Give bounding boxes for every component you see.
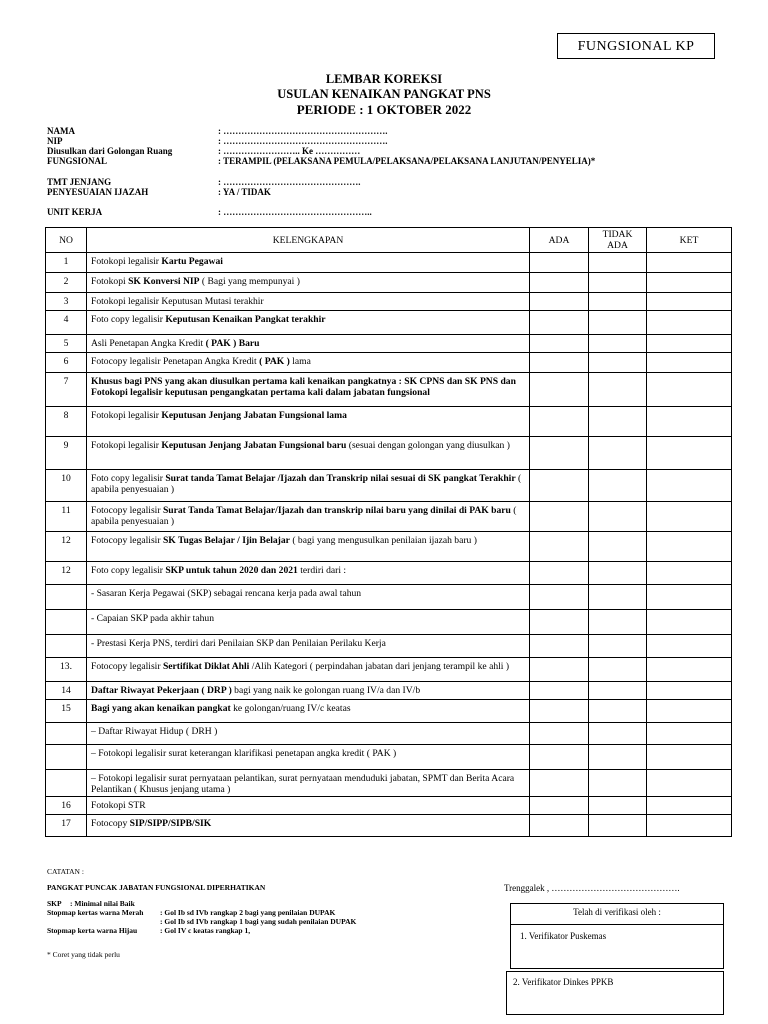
col-header-no: NO [46, 228, 87, 253]
table-row [46, 273, 732, 293]
ket-cell[interactable] [647, 470, 732, 502]
row-number: 1 [46, 253, 87, 273]
ada-cell[interactable] [530, 815, 589, 837]
info-label-penyesuaian-ijazah: PENYESUAIAN IJAZAH [47, 187, 149, 197]
requirement-text: Fotocopy legalisir Surat Tanda Tamat Belajar/Ijazah dan transkrip nilai baru yang dinilai di PAK baru ( apabila penyesuaian ) [87, 502, 530, 532]
ket-cell[interactable] [647, 353, 732, 373]
ada-cell[interactable] [530, 562, 589, 585]
row-number: 5 [46, 335, 87, 353]
info-label-nama: NAMA [47, 126, 75, 136]
ket-cell[interactable] [647, 253, 732, 273]
requirement-text: Fotokopi STR [87, 797, 530, 815]
tidak-ada-cell[interactable] [589, 470, 647, 502]
tidak-ada-cell[interactable] [589, 532, 647, 562]
tidak-ada-cell[interactable] [589, 723, 647, 745]
row-number [46, 723, 87, 745]
notes-stopmap-hijau-label: Stopmap kerta warna Hijau [47, 926, 138, 935]
ket-cell[interactable] [647, 273, 732, 293]
tidak-ada-cell[interactable] [589, 635, 647, 658]
tidak-ada-cell[interactable] [589, 745, 647, 770]
info-value-fungsional[interactable]: : TERAMPIL (PELAKSANA PEMULA/PELAKSANA/PELAKSANA LANJUTAN/PENYELIA)* [218, 156, 596, 166]
ada-cell[interactable] [530, 723, 589, 745]
requirement-text: Fotocopy legalisir Sertifikat Diklat Ahli /Alih Kategori ( perpindahan jabatan dari jenjang terampil ke ahli ) [87, 658, 530, 682]
tidak-ada-cell[interactable] [589, 273, 647, 293]
ada-cell[interactable] [530, 658, 589, 682]
row-number: 6 [46, 353, 87, 373]
notes-stopmap-merah-label: Stopmap kertas warna Merah [47, 908, 144, 917]
requirement-text: Foto copy legalisir Keputusan Kenaikan Pangkat terakhir [87, 311, 530, 335]
row-number: 7 [46, 373, 87, 407]
ket-cell[interactable] [647, 815, 732, 837]
requirement-text: – Fotokopi legalisir surat pernyataan pelantikan, surat pernyataan menduduki jabatan, SPMT dan Berita Acara Pelantikan ( Khusus jenjang utama ) [87, 770, 530, 797]
info-value-nama[interactable]: : ………………………………………………. [218, 126, 388, 136]
ket-cell[interactable] [647, 311, 732, 335]
tidak-ada-cell[interactable] [589, 335, 647, 353]
ket-cell[interactable] [647, 532, 732, 562]
ada-cell[interactable] [530, 610, 589, 635]
requirement-text: Daftar Riwayat Pekerjaan ( DRP ) bagi yang naik ke golongan ruang IV/a dan IV/b [87, 682, 530, 700]
requirement-text: Foto copy legalisir Surat tanda Tamat Belajar /Ijazah dan Transkrip nilai sesuai di SK pangkat Terakhir ( apabila penyesuaian ) [87, 470, 530, 502]
table-row [46, 585, 732, 610]
ket-cell[interactable] [647, 407, 732, 437]
col-header-ket: KET [647, 228, 732, 253]
ket-cell[interactable] [647, 745, 732, 770]
tidak-ada-cell[interactable] [589, 407, 647, 437]
form-period: PERIODE : 1 OKTOBER 2022 [296, 102, 472, 117]
row-number [46, 585, 87, 610]
ada-cell[interactable] [530, 335, 589, 353]
requirement-text: Fotokopi SK Konversi NIP ( Bagi yang mempunyai ) [87, 273, 530, 293]
ada-cell[interactable] [530, 700, 589, 723]
notes-stopmap-merah-1: : Gol Ib sd IVb rangkap 2 bagi yang penilaian DUPAK [160, 908, 336, 917]
row-number [46, 610, 87, 635]
table-row [46, 311, 732, 335]
table-row [46, 797, 732, 815]
ket-cell[interactable] [647, 585, 732, 610]
ket-cell[interactable] [647, 437, 732, 470]
requirement-text: Fotokopi legalisir Keputusan Jenjang Jabatan Fungsional baru (sesuai dengan golongan yang diusulkan ) [87, 437, 530, 470]
ada-cell[interactable] [530, 682, 589, 700]
row-number [46, 770, 87, 797]
ket-cell[interactable] [647, 373, 732, 407]
tidak-ada-cell[interactable] [589, 682, 647, 700]
info-label-unit-kerja: UNIT KERJA [47, 207, 103, 217]
ket-cell[interactable] [647, 770, 732, 797]
table-row [46, 253, 732, 273]
row-number: 10 [46, 470, 87, 502]
requirement-text: Asli Penetapan Angka Kredit ( PAK ) Baru [87, 335, 530, 353]
tidak-ada-cell[interactable] [589, 797, 647, 815]
info-value-tmt-jenjang[interactable]: : ………………………………………. [218, 177, 361, 187]
tidak-ada-cell[interactable] [589, 610, 647, 635]
info-value-golongan[interactable]: : …………………….. Ke …………… [218, 146, 361, 156]
ada-cell[interactable] [530, 585, 589, 610]
info-label-nip: NIP [47, 136, 63, 146]
notes-catatan: CATATAN : [47, 867, 84, 876]
row-number: 12 [46, 562, 87, 585]
requirement-text: - Capaian SKP pada akhir tahun [87, 610, 530, 635]
row-number: 4 [46, 311, 87, 335]
row-number [46, 745, 87, 770]
ada-cell[interactable] [530, 532, 589, 562]
requirement-text: Khusus bagi PNS yang akan diusulkan pertama kali kenaikan pangkatnya : SK CPNS dan SK PNS dan Fotokopi legalisir keputusan pengangkatan pertama kali dalam jabatan fungsional [87, 373, 530, 407]
table-row [46, 293, 732, 311]
row-number: 2 [46, 273, 87, 293]
checklist-table [45, 227, 732, 837]
table-row [46, 532, 732, 562]
ket-cell[interactable] [647, 502, 732, 532]
form-type-badge: FUNGSIONAL KP [557, 33, 715, 59]
ket-cell[interactable] [647, 293, 732, 311]
verification-box-dinkes [506, 971, 724, 1015]
info-label-fungsional: FUNGSIONAL [47, 156, 108, 166]
notes-skp-value: : Minimal nilai Baik [70, 899, 135, 908]
tidak-ada-cell[interactable] [589, 253, 647, 273]
table-row [46, 635, 732, 658]
ket-cell[interactable] [647, 723, 732, 745]
ket-cell[interactable] [647, 700, 732, 723]
ada-cell[interactable] [530, 502, 589, 532]
ada-cell[interactable] [530, 407, 589, 437]
table-row [46, 335, 732, 353]
table-row [46, 723, 732, 745]
ada-cell[interactable] [530, 797, 589, 815]
requirement-text: - Prestasi Kerja PNS, terdiri dari Penilaian SKP dan Penilaian Perilaku Kerja [87, 635, 530, 658]
row-number: 8 [46, 407, 87, 437]
ada-cell[interactable] [530, 437, 589, 470]
ket-cell[interactable] [647, 562, 732, 585]
row-number: 11 [46, 502, 87, 532]
tidak-ada-cell[interactable] [589, 502, 647, 532]
ada-cell[interactable] [530, 745, 589, 770]
tidak-ada-cell[interactable] [589, 700, 647, 723]
ada-cell[interactable] [530, 253, 589, 273]
requirement-text: - Sasaran Kerja Pegawai (SKP) sebagai rencana kerja pada awal tahun [87, 585, 530, 610]
ada-cell[interactable] [530, 635, 589, 658]
table-row [46, 407, 732, 437]
verification-box-puskesmas [510, 903, 724, 969]
tidak-ada-cell[interactable] [589, 437, 647, 470]
notes-stopmap-merah-2: : Gol Ib sd IVb rangkap 1 bagi yang sudah penilaian DUPAK [160, 917, 357, 926]
requirement-text: Fotocopy legalisir Penetapan Angka Kredit ( PAK ) lama [87, 353, 530, 373]
row-number: 9 [46, 437, 87, 470]
tidak-ada-cell[interactable] [589, 658, 647, 682]
ket-cell[interactable] [647, 335, 732, 353]
ket-cell[interactable] [647, 682, 732, 700]
notes-skp-label: SKP [47, 899, 62, 908]
row-number: 15 [46, 700, 87, 723]
requirement-text: Bagi yang akan kenaikan pangkat ke golongan/ruang IV/c keatas [87, 700, 530, 723]
tidak-ada-cell[interactable] [589, 293, 647, 311]
requirement-text: – Daftar Riwayat Hidup ( DRH ) [87, 723, 530, 745]
row-number: 13. [46, 658, 87, 682]
tidak-ada-cell[interactable] [589, 770, 647, 797]
ada-cell[interactable] [530, 353, 589, 373]
notes-pangkat-puncak: PANGKAT PUNCAK JABATAN FUNGSIONAL DIPERHATIKAN [47, 883, 266, 892]
table-row [46, 562, 732, 585]
ada-cell[interactable] [530, 470, 589, 502]
requirement-text: Fotokopi legalisir Keputusan Mutasi terakhir [87, 293, 530, 311]
checklist-rows [46, 253, 732, 837]
ada-cell[interactable] [530, 273, 589, 293]
requirement-text: Fotokopi legalisir Keputusan Jenjang Jabatan Fungsional lama [87, 407, 530, 437]
table-row [46, 682, 732, 700]
notes-stopmap-hijau-value: : Gol IV c keatas rangkap 1, [160, 926, 251, 935]
tidak-ada-cell[interactable] [589, 585, 647, 610]
requirement-text: Fotocopy legalisir SK Tugas Belajar / Ijin Belajar ( bagi yang mengusulkan penilaian ijazah baru ) [87, 532, 530, 562]
col-header-tidak-ada: TIDAK ADA [589, 228, 647, 253]
ada-cell[interactable] [530, 293, 589, 311]
row-number: 12 [46, 532, 87, 562]
requirement-text: – Fotokopi legalisir surat keterangan klarifikasi penetapan angka kredit ( PAK ) [87, 745, 530, 770]
table-row [46, 815, 732, 837]
requirement-text: Fotocopy SIP/SIPP/SIPB/SIK [87, 815, 530, 837]
place-date[interactable]: Trenggalek , ……………………………………. [504, 883, 680, 893]
form-title: LEMBAR KOREKSI [325, 72, 443, 86]
info-value-nip[interactable]: : ………………………………………………. [218, 136, 388, 146]
table-row [46, 373, 732, 407]
verifikator-dinkes: 2. Verifikator Dinkes PPKB [513, 977, 614, 987]
requirement-text: Fotokopi legalisir Kartu Pegawai [87, 253, 530, 273]
ket-cell[interactable] [647, 610, 732, 635]
row-number: 17 [46, 815, 87, 837]
ket-cell[interactable] [647, 635, 732, 658]
table-row [46, 770, 732, 797]
ket-cell[interactable] [647, 658, 732, 682]
row-number: 16 [46, 797, 87, 815]
info-label-tmt-jenjang: TMT JENJANG [47, 177, 112, 187]
table-row [46, 470, 732, 502]
tidak-ada-cell[interactable] [589, 353, 647, 373]
ada-cell[interactable] [530, 770, 589, 797]
ada-cell[interactable] [530, 373, 589, 407]
verification-header: Telah di verifikasi oleh : [573, 907, 661, 917]
tidak-ada-cell[interactable] [589, 311, 647, 335]
ada-cell[interactable] [530, 311, 589, 335]
tidak-ada-cell[interactable] [589, 562, 647, 585]
row-number [46, 635, 87, 658]
col-header-kelengkapan: KELENGKAPAN [87, 228, 530, 253]
ket-cell[interactable] [647, 797, 732, 815]
row-number: 14 [46, 682, 87, 700]
info-label-golongan: Diusulkan dari Golongan Ruang [47, 146, 173, 156]
row-number: 3 [46, 293, 87, 311]
table-row [46, 437, 732, 470]
table-row [46, 353, 732, 373]
table-row [46, 658, 732, 682]
col-header-ada: ADA [530, 228, 589, 253]
tidak-ada-cell[interactable] [589, 815, 647, 837]
table-row [46, 745, 732, 770]
verifikator-puskesmas: 1. Verifikator Puskemas [520, 931, 607, 941]
tidak-ada-cell[interactable] [589, 373, 647, 407]
form-subtitle: USULAN KENAIKAN PANGKAT PNS [277, 87, 491, 101]
info-value-unit-kerja[interactable]: : ………………………………………….. [218, 207, 372, 217]
table-header-row [46, 228, 732, 253]
requirement-text: Foto copy legalisir SKP untuk tahun 2020 dan 2021 terdiri dari : [87, 562, 530, 585]
table-row [46, 610, 732, 635]
table-row [46, 700, 732, 723]
notes-coret: * Coret yang tidak perlu [47, 950, 120, 959]
table-row [46, 502, 732, 532]
info-value-penyesuaian-ijazah[interactable]: : YA / TIDAK [218, 187, 271, 197]
